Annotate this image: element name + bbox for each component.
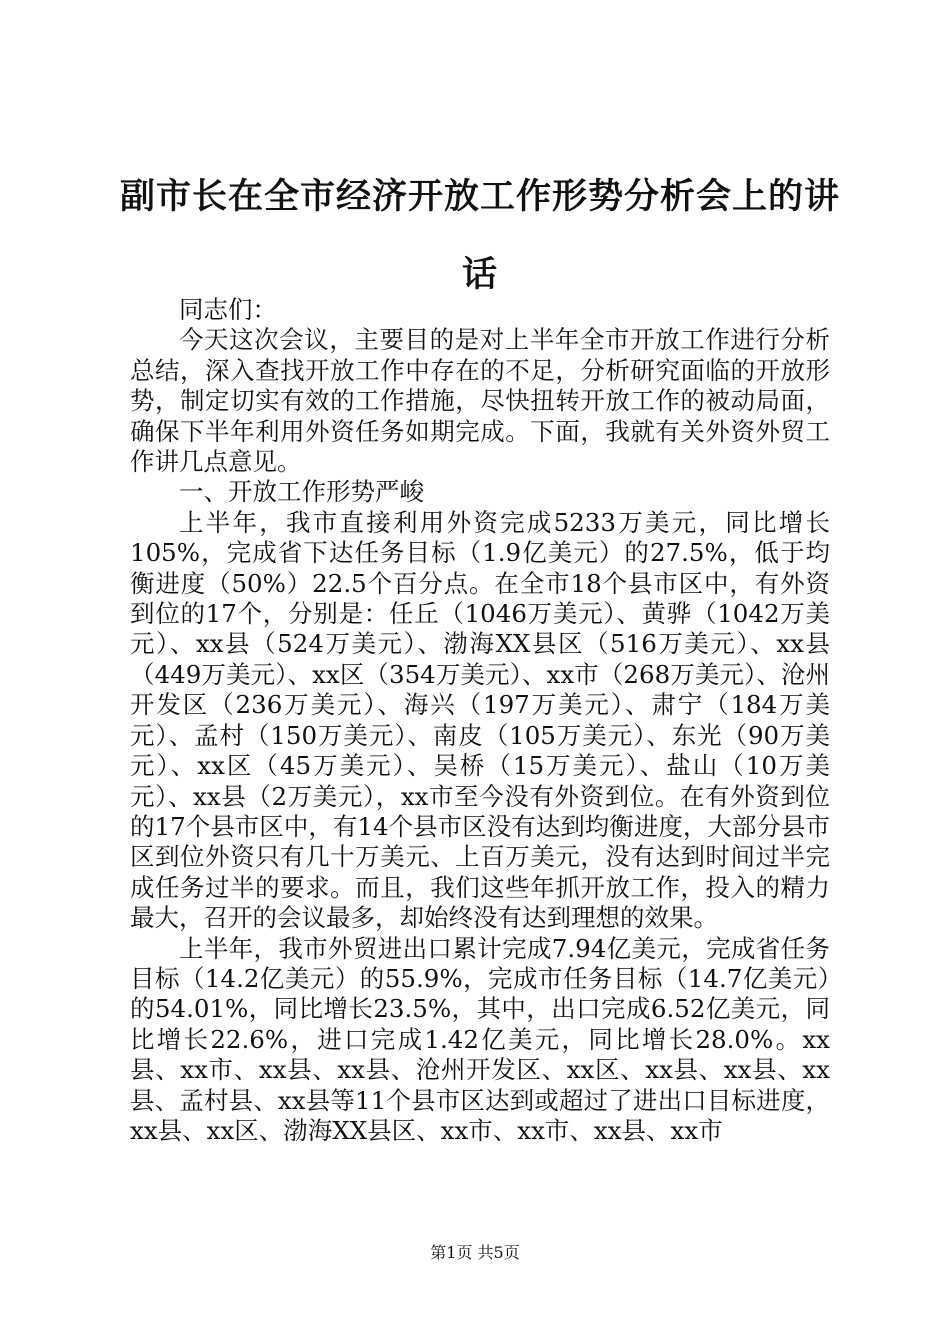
section-heading: 一、开放工作形势严峻: [179, 477, 424, 507]
document-body: [130, 295, 830, 1146]
page-footer: 第1页 共5页: [430, 1243, 520, 1262]
document-title: 副市长在全市经济开放工作形势分析会上的讲话: [120, 177, 841, 295]
salutation: 同志们：: [179, 295, 277, 324]
body-paragraph: 上半年，我市直接利用外资完成5233万美元，同比增长105%，完成省下达任务目标（1.9亿美元）的27.5%，低于均衡进度（50%）22.5个百分点。在全市18个县市区中，有外资到位的17个，分别是：任丘（1046万美元）、黄骅（1042万美元）、xx县（524万美元）、渤海XX县区（516万美元）、xx县（449万美元）、xx区（354万美元）、xx市（268万美元）、沧州开发区（236万美元）、海兴（197万美元）、肃宁（184万美元）、孟村（150万美元）、南皮（105万美元）、东光（90万美元）、xx区（45万美元）、吴桥（15万美元）、盐山（10万美元）、xx县（2万美元），xx市至今没有外资到位。在有外资到位的17个县市区中，有14个县市区没有达到均衡进度，大部分县市区到位外资只有几十万美元、上百万美元，没有达到时间过半完成任务过半的要求。而且，我们这些年抓开放工作，投入的精力最大，召开的会议最多，却始终没有达到理想的效果。: [130, 507, 830, 933]
body-paragraph: 今天这次会议，主要目的是对上半年全市开放工作进行分析总结，深入查找开放工作中存在的不足，分析研究面临的开放形势，制定切实有效的工作措施，尽快扭转开放工作的被动局面，确保下半年利用外资任务如期完成。下面，我就有关外资外贸工作讲几点意见。: [130, 325, 830, 477]
body-paragraph: 上半年，我市外贸进出口累计完成7.94亿美元，完成省任务目标（14.2亿美元）的55.9%，完成市任务目标（14.7亿美元）的54.01%，同比增长23.5%，其中，出口完成6.52亿美元，同比增长22.6%，进口完成1.42亿美元，同比增长28.0%。xx县、xx市、xx县、xx县、沧州开发区、xx区、xx县、xx县、xx县、孟村县、xx县等11个县市区达到或超过了进出口目标进度，xx县、xx区、渤海XX县区、xx市、xx市、xx县、xx市: [130, 933, 830, 1145]
